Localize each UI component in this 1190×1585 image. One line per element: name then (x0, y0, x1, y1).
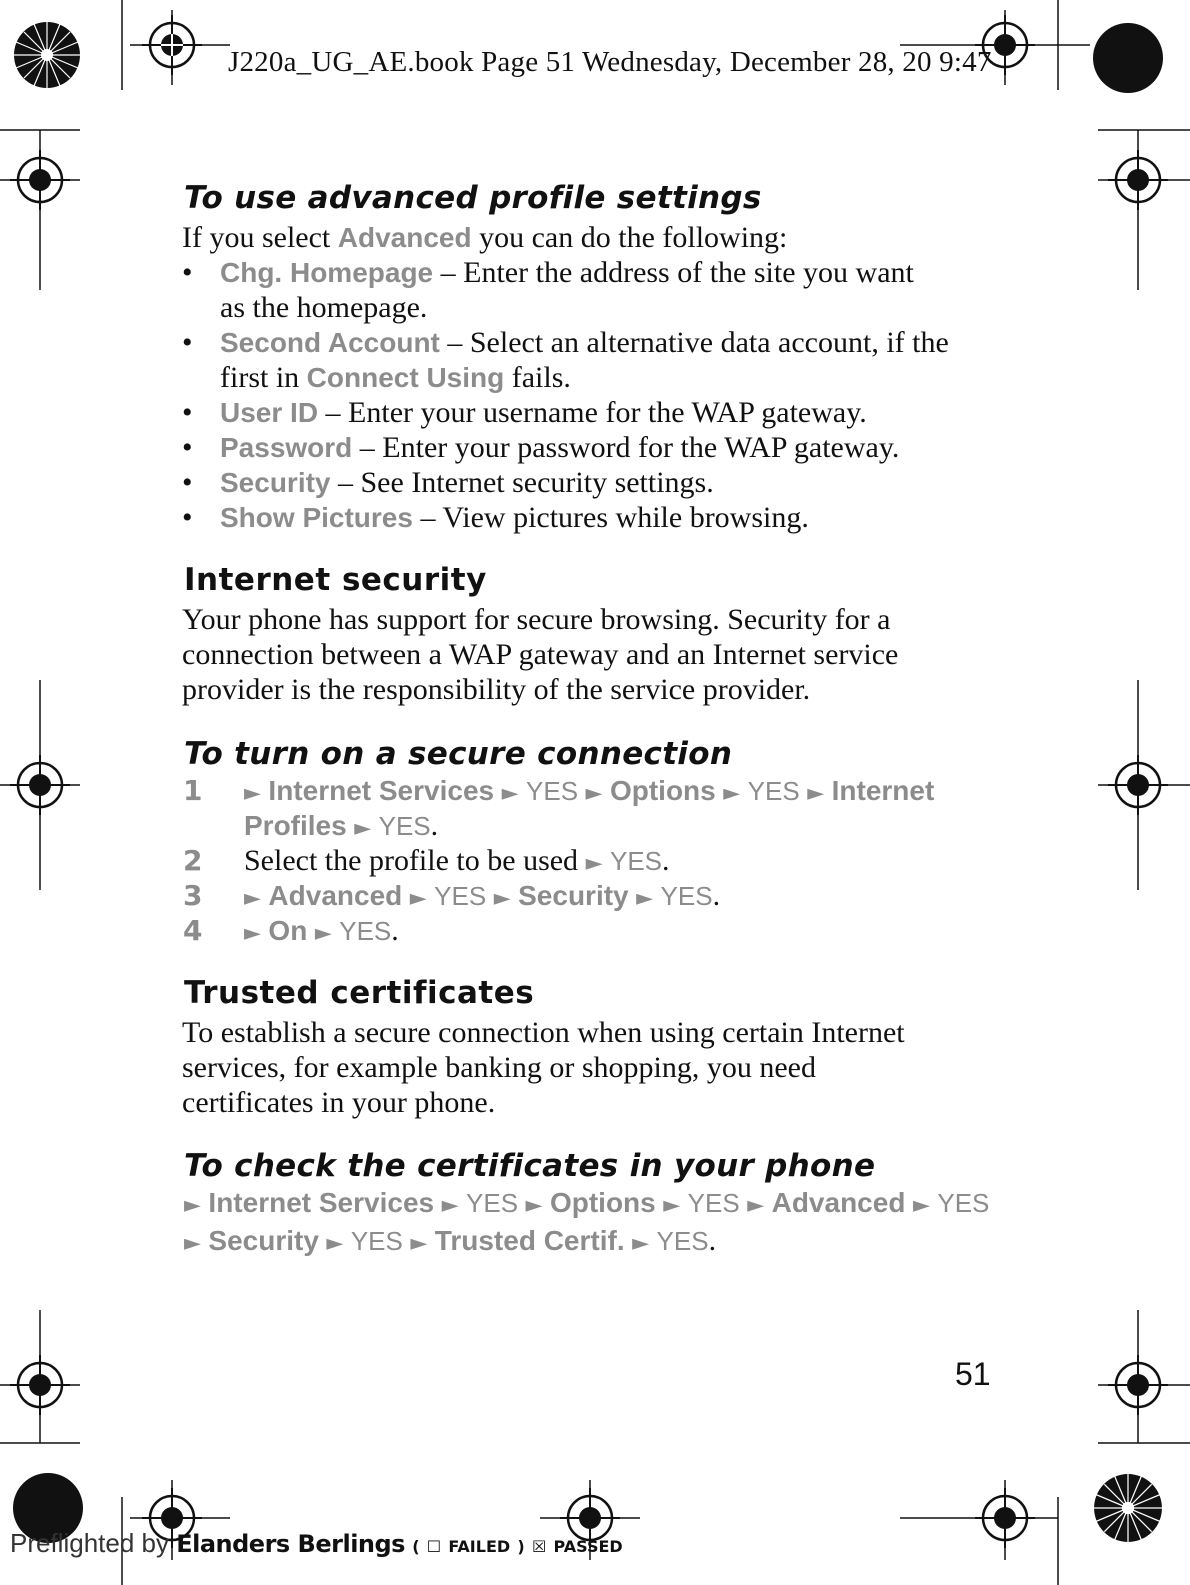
color-bar-starburst-icon (1092, 1472, 1164, 1544)
heading-secure-connection: To turn on a secure connection (184, 736, 733, 772)
yes-key: YES (526, 776, 579, 806)
list-item (220, 465, 714, 500)
step-text: Select the profile to be used (244, 844, 586, 877)
menu-term: Password (220, 432, 353, 463)
passed-checkbox-icon: ☒ (531, 1537, 547, 1556)
bullet-list (0, 255, 1190, 545)
arrow-icon: ► (244, 781, 261, 806)
intro-paragraph (182, 220, 787, 255)
menu-term: Security (518, 880, 629, 911)
arrow-icon: ► (184, 1193, 201, 1218)
item-text: – View pictures while browsing. (412, 501, 809, 534)
list-item-continued (220, 360, 571, 395)
yes-key: YES (937, 1188, 990, 1218)
arrow-icon: ► (441, 1193, 459, 1218)
period: . (430, 809, 439, 842)
yes-key: YES (609, 846, 663, 876)
arrow-icon: ► (807, 781, 825, 806)
menu-term: Profiles (244, 810, 347, 841)
paren-open: ( (412, 1537, 420, 1556)
period: . (391, 914, 399, 947)
arrow-icon: ► (525, 1193, 543, 1218)
arrow-icon: ► (354, 816, 372, 841)
heading-trusted-certificates: Trusted certificates (184, 975, 535, 1011)
yes-key: YES (378, 811, 431, 841)
registration-target-icon (975, 1488, 1035, 1548)
arrow-icon: ► (493, 886, 511, 911)
steps-list (0, 773, 1190, 953)
step-number: 2 (183, 844, 203, 877)
arrow-icon: ► (409, 886, 427, 911)
item-text: fails. (504, 361, 571, 394)
brand-logo: Elanders Berlings (176, 1530, 405, 1558)
intro-text: you can do the following: (471, 221, 788, 254)
period: . (708, 1224, 717, 1257)
yes-key: YES (656, 1226, 709, 1256)
path-line-2 (184, 1223, 989, 1261)
yes-key: YES (350, 1226, 403, 1256)
registration-target-icon (10, 1355, 70, 1415)
arrow-icon: ► (244, 886, 261, 911)
paragraph-line: certificates in your phone. (182, 1086, 496, 1119)
arrow-icon: ► (636, 886, 654, 911)
period: . (712, 879, 721, 912)
menu-term: On (268, 915, 308, 946)
step-number: 1 (183, 774, 203, 807)
list-item (220, 500, 809, 535)
menu-term: Options (609, 775, 716, 806)
failed-label: FAILED (448, 1537, 511, 1556)
step-number: 3 (183, 879, 203, 912)
yes-key: YES (747, 776, 800, 806)
passed-label: PASSED (553, 1537, 623, 1556)
paragraph-trusted-certificates (182, 1015, 905, 1120)
yes-key: YES (660, 881, 713, 911)
bullet-marker: • (182, 501, 193, 534)
print-slug: J220a_UG_AE.book Page 51 Wednesday, December 28, 20 9:47 (228, 46, 992, 78)
arrow-icon: ► (184, 1231, 201, 1256)
heading-advanced-profile-settings: To use advanced profile settings (184, 180, 762, 216)
paragraph-line: To establish a secure connection when using certain Internet (182, 1016, 905, 1049)
step-1-continued (244, 808, 438, 846)
item-text: – See Internet security settings. (330, 466, 714, 499)
yes-key: YES (339, 916, 392, 946)
bullet-marker: • (182, 466, 193, 499)
menu-term: Internet Services (268, 775, 495, 806)
check-certificates-path (184, 1185, 989, 1261)
yes-key: YES (434, 881, 487, 911)
yes-key: YES (466, 1188, 519, 1218)
menu-term: Advanced (337, 222, 472, 253)
failed-checkbox-icon: ☐ (426, 1537, 442, 1556)
menu-term: User ID (220, 397, 319, 428)
heading-check-certificates: To check the certificates in your phone (184, 1148, 876, 1184)
yes-key: YES (687, 1188, 740, 1218)
arrow-icon: ► (632, 1231, 650, 1256)
intro-text: If you select (182, 221, 338, 254)
bullet-marker: • (182, 431, 193, 464)
list-item (220, 395, 867, 430)
arrow-icon: ► (747, 1193, 765, 1218)
menu-term: Internet (831, 775, 935, 806)
list-item (220, 430, 899, 465)
step-3 (244, 878, 720, 916)
bullet-marker: • (182, 396, 193, 429)
path-line-1 (184, 1185, 989, 1223)
registration-target-icon (10, 150, 70, 210)
paragraph-line: services, for example banking or shopping, you need (182, 1051, 816, 1084)
page-number: 51 (955, 1356, 991, 1392)
paragraph-line: provider is the responsibility of the service provider. (182, 673, 811, 706)
item-text: – Enter your username for the WAP gateway. (318, 396, 867, 429)
step-1 (244, 773, 934, 811)
color-bar-disc-icon (1092, 22, 1164, 94)
list-item (220, 255, 914, 290)
arrow-icon: ► (410, 1231, 428, 1256)
registration-target-icon (1108, 1355, 1168, 1415)
item-text: first in (220, 361, 307, 394)
menu-term: Connect Using (306, 362, 505, 393)
menu-term: Security (208, 1225, 319, 1256)
arrow-icon: ► (912, 1193, 930, 1218)
menu-term: Internet Services (208, 1187, 435, 1218)
paren-close: ) (517, 1537, 525, 1556)
step-2 (244, 843, 670, 881)
menu-term: Second Account (220, 327, 440, 358)
bullet-marker: • (182, 326, 193, 359)
menu-term: Advanced (268, 880, 403, 911)
arrow-icon: ► (314, 921, 332, 946)
arrow-icon: ► (326, 1231, 344, 1256)
menu-term: Trusted Certif. (434, 1225, 625, 1256)
heading-internet-security: Internet security (184, 562, 487, 598)
step-4 (244, 913, 399, 951)
item-text: – Select an alternative data account, if the (439, 326, 949, 359)
menu-term: Chg. Homepage (220, 257, 434, 288)
menu-term: Security (220, 467, 331, 498)
preflight-prefix: Preflighted by (10, 1528, 169, 1558)
arrow-icon: ► (501, 781, 519, 806)
registration-target-icon (142, 15, 202, 75)
preflight-footer (10, 1528, 623, 1559)
arrow-icon: ► (585, 851, 603, 876)
list-item (220, 325, 949, 360)
bullet-marker: • (182, 256, 193, 289)
color-bar-starburst-icon (12, 20, 82, 90)
item-text: – Enter the address of the site you want (433, 256, 914, 289)
arrow-icon: ► (244, 921, 261, 946)
arrow-icon: ► (663, 1193, 681, 1218)
list-item-continued: as the homepage. (220, 291, 428, 324)
paragraph-internet-security (182, 602, 898, 707)
arrow-icon: ► (723, 781, 741, 806)
paragraph-line: connection between a WAP gateway and an Internet service (182, 638, 899, 671)
registration-target-icon (1108, 150, 1168, 210)
step-number: 4 (183, 914, 203, 947)
paragraph-line: Your phone has support for secure browsing. Security for a (182, 603, 891, 636)
arrow-icon: ► (585, 781, 603, 806)
menu-term: Show Pictures (220, 502, 413, 533)
menu-term: Advanced (771, 1187, 906, 1218)
item-text: – Enter your password for the WAP gateway. (352, 431, 900, 464)
menu-term: Options (549, 1187, 656, 1218)
period: . (662, 844, 670, 877)
